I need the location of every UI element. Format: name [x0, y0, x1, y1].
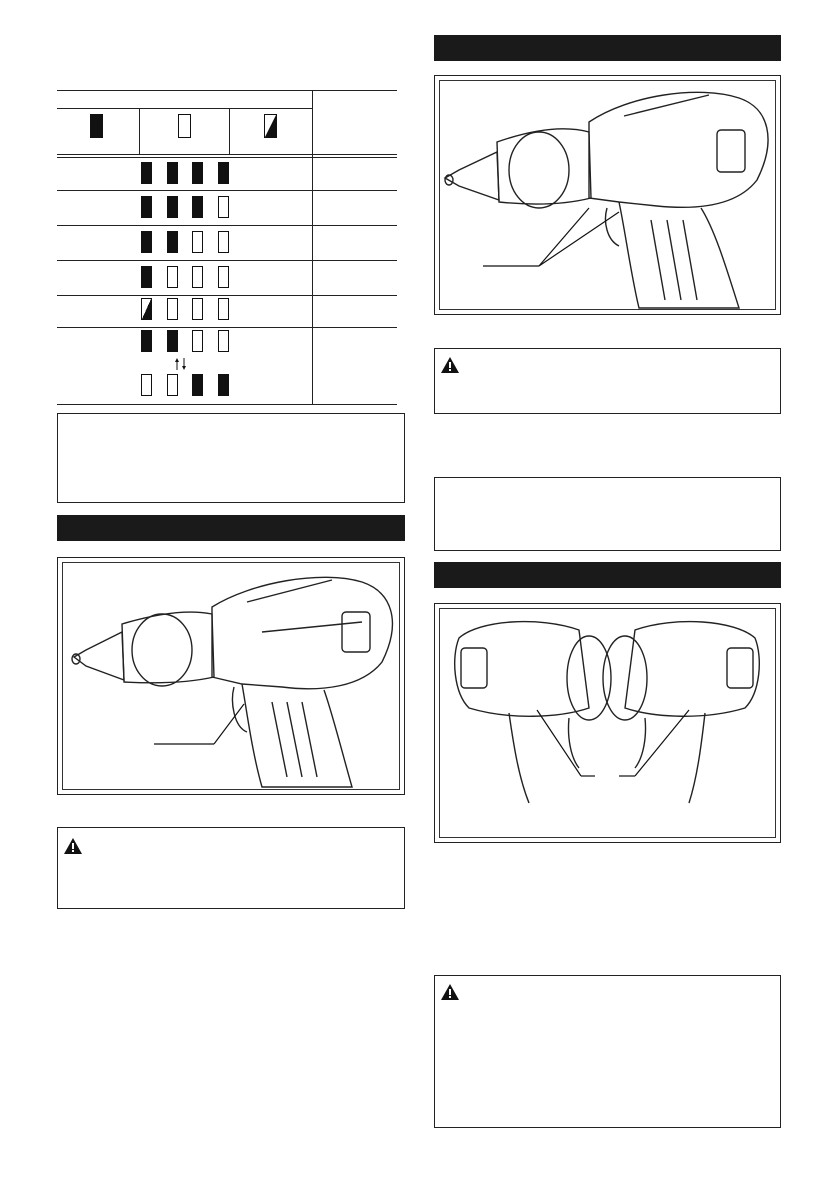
indicator-row-6b-segment-1 [141, 374, 152, 396]
drill-illustration [62, 562, 400, 790]
indicator-row-3-segment-4 [218, 231, 229, 253]
indicator-row-3-segment-2 [167, 231, 178, 253]
indicator-row-3-segment-1 [141, 231, 152, 253]
note-box [57, 413, 405, 503]
empty-segment-icon [178, 114, 191, 138]
section-header-bar [434, 35, 781, 61]
warning-box [57, 827, 405, 909]
indicator-row-5-segment-2 [167, 298, 178, 320]
indicator-row-1-segment-4 [218, 162, 229, 184]
indicator-row-4-segment-4 [218, 266, 229, 288]
indicator-row-6a-segment-4 [218, 330, 229, 352]
drill-illustration [439, 608, 776, 838]
indicator-row-6b-segment-3 [192, 374, 203, 396]
warning-triangle-icon [441, 357, 459, 373]
indicator-row-6b-segment-4 [218, 374, 229, 396]
indicator-row-1-segment-2 [167, 162, 178, 184]
indicator-row-6a-segment-2 [167, 330, 178, 352]
indicator-row-2-segment-1 [141, 196, 152, 218]
filled-segment-icon [90, 114, 103, 138]
up-down-arrow-icon [174, 357, 188, 371]
indicator-row-2-segment-3 [192, 196, 203, 218]
indicator-row-1-segment-1 [141, 162, 152, 184]
warning-box [434, 348, 781, 414]
indicator-row-6a-segment-1 [141, 330, 152, 352]
indicator-row-5-segment-1 [141, 298, 152, 320]
battery-indicator-table [57, 90, 397, 405]
indicator-row-1-segment-3 [192, 162, 203, 184]
warning-box [434, 975, 781, 1128]
drill-illustration [439, 80, 776, 310]
warning-triangle-icon [441, 984, 459, 1000]
section-header-bar [434, 562, 781, 588]
indicator-row-2-segment-4 [218, 196, 229, 218]
indicator-row-6b-segment-2 [167, 374, 178, 396]
indicator-row-4-segment-1 [141, 266, 152, 288]
indicator-row-5-segment-4 [218, 298, 229, 320]
indicator-row-4-segment-3 [192, 266, 203, 288]
warning-triangle-icon [64, 838, 82, 854]
section-header-bar [57, 515, 405, 541]
indicator-row-3-segment-3 [192, 231, 203, 253]
indicator-row-2-segment-2 [167, 196, 178, 218]
indicator-row-5-segment-3 [192, 298, 203, 320]
half-segment-icon [264, 114, 277, 138]
indicator-row-6a-segment-3 [192, 330, 203, 352]
note-box [434, 477, 781, 551]
indicator-row-4-segment-2 [167, 266, 178, 288]
